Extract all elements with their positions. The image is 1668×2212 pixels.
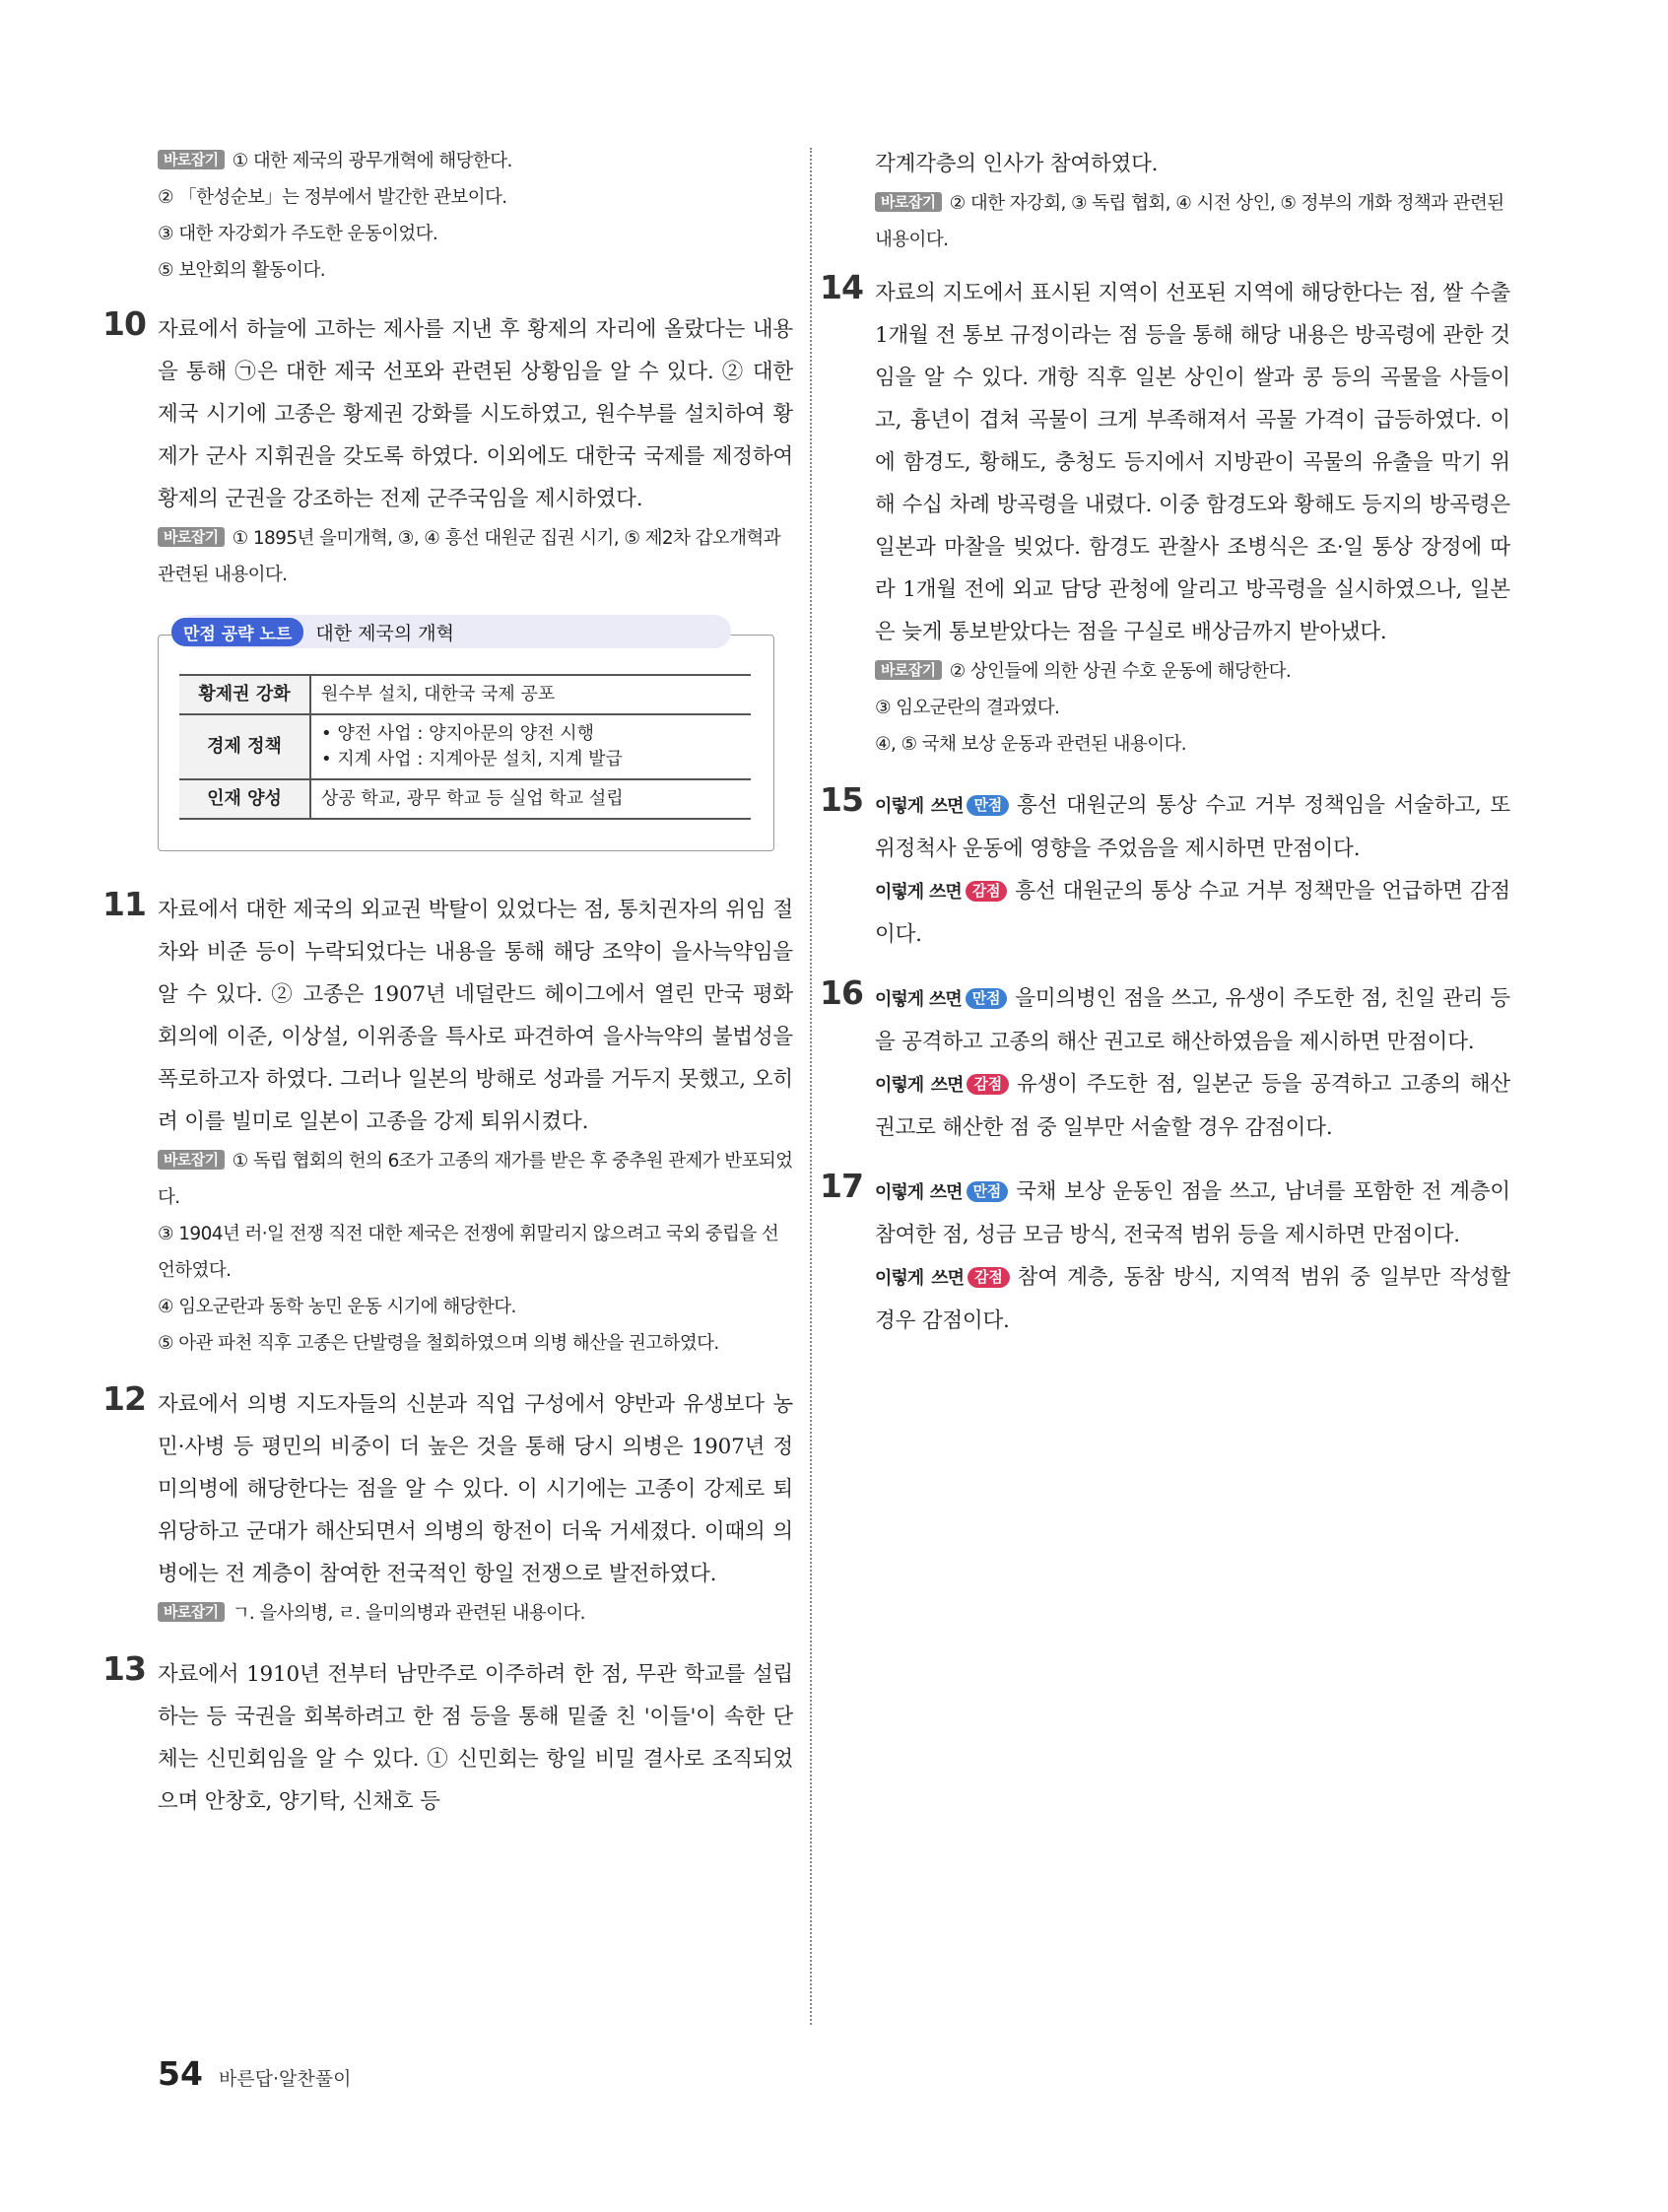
deduction-badge: 감점 [966,881,1008,902]
column-divider [810,148,812,2025]
row-value: 상공 학교, 광무 학교 등 실업 학교 설립 [310,779,751,819]
table-row [179,675,751,714]
criteria-text: 흥선 대원군의 통상 수교 거부 정책만을 언급하면 감점이다. [875,879,1510,947]
full-score-badge: 만점 [967,795,1009,816]
correction-note [875,185,1510,258]
question-number: 14 [820,268,863,306]
deduction-badge: 감점 [967,1074,1009,1095]
note-line: ② 「한성순보」는 정부에서 발간한 관보이다. [158,187,507,208]
note-line: ② 상인들에 의한 상권 수호 운동에 해당한다. [949,661,1292,682]
note-line: ① 독립 협회의 헌의 6조가 고종의 재가를 받은 후 중추원 관제가 반포되었다. [158,1151,793,1208]
criteria-text: 국채 보상 운동인 점을 쓰고, 남녀를 포함한 전 계층이 참여한 점, 성금 모금 방식, 전국적 범위 등을 제시하면 만점이다. [875,1179,1510,1247]
criteria-text: 을미의병인 점을 쓰고, 유생이 주도한 점, 친일 관리 등을 공격하고 고종의 해산 권고로 해산하였음을 제시하면 만점이다. [875,986,1510,1054]
study-note-header [179,615,731,648]
lead-label: 이렇게 쓰면 [875,1075,964,1096]
lead-label: 이렇게 쓰면 [875,1182,963,1203]
full-score-criteria [875,1171,1510,1256]
table-row [179,779,751,819]
row-value-line: • 지계 사업 : 지계아문 설치, 지계 발급 [321,749,623,770]
right-column [820,143,1510,1364]
note-line: ③ 임오군란의 결과였다. [875,698,1060,718]
criteria-text: 참여 계층, 동참 방식, 지역적 범위 중 일부만 작성할 경우 감점이다. [875,1265,1510,1333]
study-note-table [179,674,751,820]
full-score-badge: 만점 [966,988,1008,1009]
note-line: ③ 1904년 러·일 전쟁 직전 대한 제국은 전쟁에 휘말리지 않으려고 국외 중립을 선언하였다. [158,1224,779,1281]
note-line: ④ 임오군란과 동학 농민 운동 시기에 해당한다. [158,1297,516,1317]
study-note-title: 대한 제국의 개혁 [315,622,454,644]
note-line: ⑤ 아관 파천 직후 고종은 단발령을 철회하였으며 의병 해산을 권고하였다. [158,1333,719,1354]
study-note-box [158,615,776,851]
correction-tag: 바로잡기 [158,527,225,547]
correction-tag: 바로잡기 [875,192,942,212]
lead-label: 이렇게 쓰면 [875,796,964,817]
page-footer [158,2054,351,2093]
book-title: 바른답·알찬풀이 [218,2068,352,2090]
criteria-text: 흥선 대원군의 통상 수교 거부 정책임을 서술하고, 또 위정척사 운동에 영향을 주었음을 제시하면 만점이다. [875,793,1510,861]
explanation-text: 자료에서 의병 지도자들의 신분과 직업 구성에서 양반과 유생보다 농민·사병 등 평민의 비중이 더 높은 것을 통해 당시 의병은 1907년 정미의병에 해당한다는 점을 알 수 있다. 이 시기에는 고종이 강제로 퇴위당하고 군대가 해산되면서 의병의 항전이 더욱 거세졌다. 이때의 의병에는 전 계층이 참여한 전국적인 항일 전쟁으로 발전하였다. [158,1392,793,1586]
left-column [102,143,793,1844]
explanation-text: 자료에서 1910년 전부터 남만주로 이주하려 한 점, 무관 학교를 설립하는 등 국권을 회복하려고 한 점 등을 통해 밑줄 친 '이들'이 속한 단체는 신민회임을 알 수 있다. ① 신민회는 항일 비밀 결사로 조직되었으며 안창호, 양기탁, 신채호 등 [158,1662,793,1814]
lead-label: 이렇게 쓰면 [875,882,962,903]
question-number: 11 [102,885,146,923]
full-score-badge: 만점 [967,1181,1009,1202]
deduction-criteria [875,870,1510,956]
criteria-text: 유생이 주도한 점, 일본군 등을 공격하고 고종의 해산 권고로 해산한 점 중 일부만 서술할 경우 감점이다. [875,1072,1510,1140]
page-number: 54 [158,2054,203,2093]
full-score-criteria [875,784,1510,870]
answer-15 [820,780,1510,956]
note-line: ③ 대한 자강회가 주도한 운동이었다. [158,224,438,244]
explanation-text: 자료에서 하늘에 고하는 제사를 지낸 후 황제의 자리에 올랐다는 내용을 통해 ㉠은 대한 제국 선포와 관련된 상황임을 알 수 있다. ② 대한 제국 시기에 고종은 황제권 강화를 시도하였고, 원수부를 설치하여 황제가 군사 지휘권을 갖도록 하였다. 이외에도 대한국 국제를 제정하여 황제의 군권을 강조하는 전제 군주국임을 제시하였다. [158,317,793,511]
row-value: 원수부 설치, 대한국 국제 공포 [310,675,751,714]
answer-10 [102,304,793,593]
note-line: ① 대한 제국의 광무개혁에 해당한다. [232,151,512,171]
answer-13-continued [875,143,1510,258]
correction-note [875,653,1510,763]
correction-note [158,1143,793,1362]
note-line: ④, ⑤ 국채 보상 운동과 관련된 내용이다. [875,734,1187,755]
note-line: ① 1895년 을미개혁, ③, ④ 흥선 대원군 집권 시기, ⑤ 제2차 갑오개혁과 관련된 내용이다. [158,528,780,585]
answer-11 [102,885,793,1362]
question-number: 10 [102,304,146,343]
question-number: 16 [820,973,863,1012]
explanation-text: 자료의 지도에서 표시된 지역이 선포된 지역에 해당한다는 점, 쌀 수출 1개월 전 통보 규정이라는 점 등을 통해 해당 내용은 방곡령에 관한 것임을 알 수 있다. 개항 직후 일본 상인이 쌀과 콩 등의 곡물을 사들이고, 흉년이 겹쳐 곡물이 크게 부족해져서 곡물 가격이 급등하였다. 이에 함경도, 황해도, 충청도 등지에서 지방관이 곡물의 유출을 막기 위해 수십 차례 방곡령을 내렸다. 이중 함경도와 황해도 등지의 방곡령은 일본과 마찰을 빚었다. 함경도 관찰사 조병식은 조·일 통상 장정에 따라 1개월 전에 외교 담당 관청에 알리고 방곡령을 실시하였으나, 일본은 늦게 통보받았다는 점을 구실로 배상금까지 받아냈다. [875,281,1510,644]
correction-tag: 바로잡기 [158,1602,225,1622]
correction-tag: 바로잡기 [875,660,942,680]
full-score-criteria [875,977,1510,1063]
explanation-text: 각계각층의 인사가 참여하였다. [875,152,1159,176]
question-number: 13 [102,1649,146,1688]
row-key: 경제 정책 [179,714,310,779]
lead-label: 이렇게 쓰면 [875,1268,965,1289]
row-key: 황제권 강화 [179,675,310,714]
note-line: ② 대한 자강회, ③ 독립 협회, ④ 시전 상인, ⑤ 정부의 개화 정책과 관련된 내용이다. [875,193,1504,250]
correction-note [158,1595,793,1632]
explanation-text: 자료에서 대한 제국의 외교권 박탈이 있었다는 점, 통치권자의 위임 절차와 비준 등이 누락되었다는 내용을 통해 해당 조약이 을사늑약임을 알 수 있다. ② 고종은 1907년 네덜란드 헤이그에서 열린 만국 평화 회의에 이준, 이상설, 이위종을 특사로 파견하여 을사늑약의 불법성을 폭로하고자 하였다. 그러나 일본의 방해로 성과를 거두지 못했고, 오히려 이를 빌미로 일본이 고종을 강제 퇴위시켰다. [158,898,793,1134]
answer-17 [820,1167,1510,1342]
answer-14 [820,268,1510,763]
correction-tag: 바로잡기 [158,1150,225,1170]
carry-over-correction-note [158,143,793,289]
table-row [179,714,751,779]
question-number: 15 [820,780,863,819]
row-value [310,714,751,779]
row-key: 인재 양성 [179,779,310,819]
lead-label: 이렇게 쓰면 [875,989,962,1010]
question-number: 12 [102,1379,146,1418]
deduction-criteria [875,1063,1510,1149]
answer-12 [102,1379,793,1632]
deduction-criteria [875,1256,1510,1342]
answer-13 [102,1649,793,1823]
note-line: ㄱ. 을사의병, ㄹ. 을미의병과 관련된 내용이다. [232,1603,585,1624]
correction-note [158,520,793,593]
deduction-badge: 감점 [967,1267,1010,1288]
study-note-label: 만점 공략 노트 [171,618,303,646]
question-number: 17 [820,1167,863,1205]
row-value-line: • 양전 사업 : 양지아문의 양전 시행 [321,723,595,744]
note-line: ⑤ 보안회의 활동이다. [158,260,325,281]
answer-16 [820,973,1510,1149]
correction-tag: 바로잡기 [158,150,225,169]
